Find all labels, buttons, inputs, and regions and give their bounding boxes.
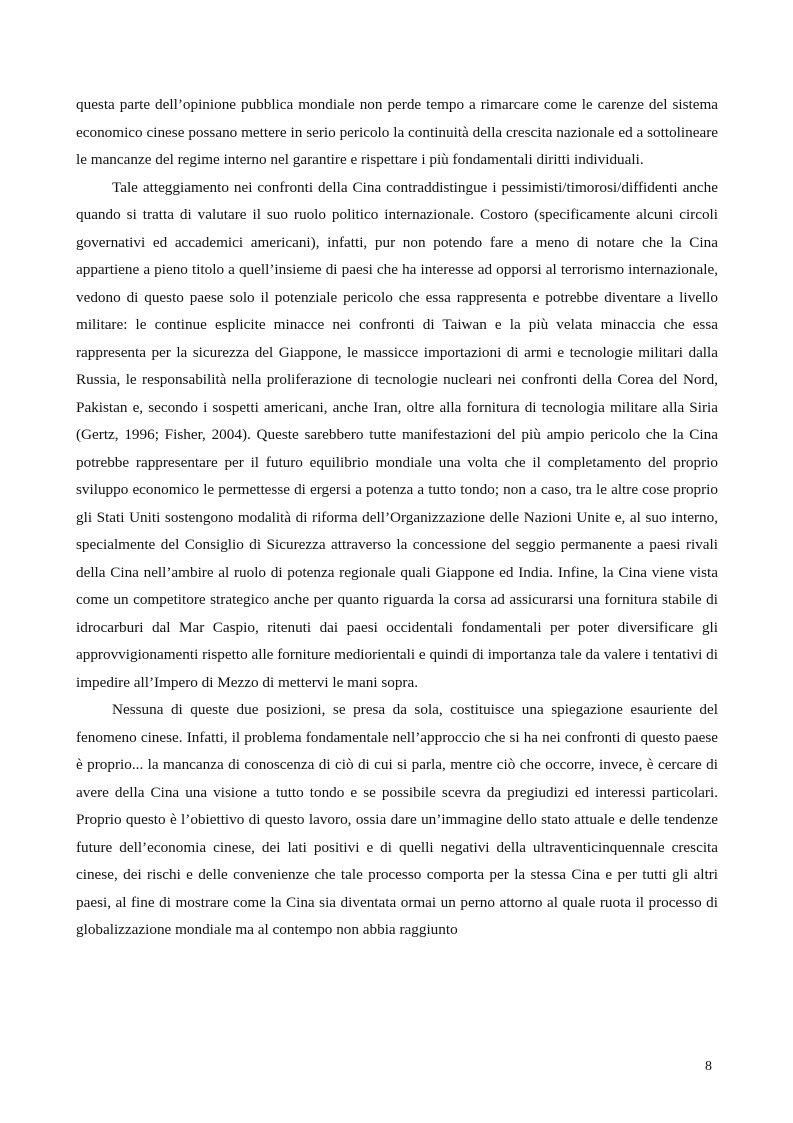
paragraph-3: Nessuna di queste due posizioni, se presa da sola, costituisce una spiegazione esauriente del fenomeno cinese. Infatti, il problema fondamentale nell’approccio che si ha nei confronti di questo paese è proprio... la mancanza di conoscenza di ciò di cui si parla, mentre ciò che occorre, invece, è cercare di avere della Cina una visione a tutto tondo e se possibile scevra da pregiudizi ed interessi particolari. Proprio questo è l’obiettivo di questo lavoro, ossia dare un’immagine dello stato attuale e delle tendenze future dell’economia cinese, dei lati positivi e di quelli negativi della ultraventicinquennale crescita cinese, dei rischi e delle convenienze che tale processo comporta per la stessa Cina e per tutti gli altri paesi, al fine di mostrare come la Cina sia diventata ormai un perno attorno al quale ruota il processo di globalizzazione mondiale ma al contempo non abbia raggiunto — [76, 701, 718, 938]
page-number: 8 — [705, 1059, 712, 1074]
page-body — [76, 91, 718, 944]
paragraph-2: Tale atteggiamento nei confronti della Cina contraddistingue i pessimisti/timorosi/diffidenti anche quando si tratta di valutare il suo ruolo politico internazionale. Costoro (specificamente alcuni circoli governativi ed accademici americani), infatti, pur non potendo fare a meno di notare che la Cina appartiene a pieno titolo a quell’insieme di paesi che ha interesse ad opporsi al terrorismo internazionale, vedono di questo paese solo il potenziale pericolo che essa rappresenta e potrebbe diventare a livello militare: le continue esplicite minacce nei confronti di Taiwan e la più velata minaccia che essa rappresenta per la sicurezza del Giappone, le massicce importazioni di armi e tecnologie militari dalla Russia, le responsabilità nella proliferazione di tecnologie nucleari nei confronti della Corea del Nord, Pakistan e, secondo i sospetti americani, anche Iran, oltre alla fornitura di tecnologia militare alla Siria (Gertz, 1996; Fisher, 2004). Queste sarebbero tutte manifestazioni del più ampio pericolo che la Cina potrebbe rappresentare per il futuro equilibrio mondiale una volta che il completamento del proprio sviluppo economico le permettesse di ergersi a potenza a tutto tondo; non a caso, tra le altre cose proprio gli Stati Uniti sostengono modalità di riforma dell’Organizzazione delle Nazioni Unite e, al suo interno, specialmente del Consiglio di Sicurezza attraverso la concessione del seggio permanente a paesi rivali della Cina nell’ambire al ruolo di potenza regionale quali Giappone ed India. Infine, la Cina viene vista come un competitore strategico anche per quanto riguarda la corsa ad assicurarsi una fornitura stabile di idrocarburi dal Mar Caspio, ritenuti dai paesi occidentali fondamentali per poter diversificare gli approvvigionamenti rispetto alle forniture mediorientali e quindi di importanza tale da valere i tentativi di impedire all’Impero di Mezzo di mettervi le mani sopra. — [76, 178, 718, 691]
paragraph-1: questa parte dell’opinione pubblica mondiale non perde tempo a rimarcare come le carenze del sistema economico cinese possano mettere in serio pericolo la continuità della crescita nazionale ed a sottolineare le mancanze del regime interno nel garantire e rispettare i più fondamentali diritti individuali. — [76, 96, 718, 168]
